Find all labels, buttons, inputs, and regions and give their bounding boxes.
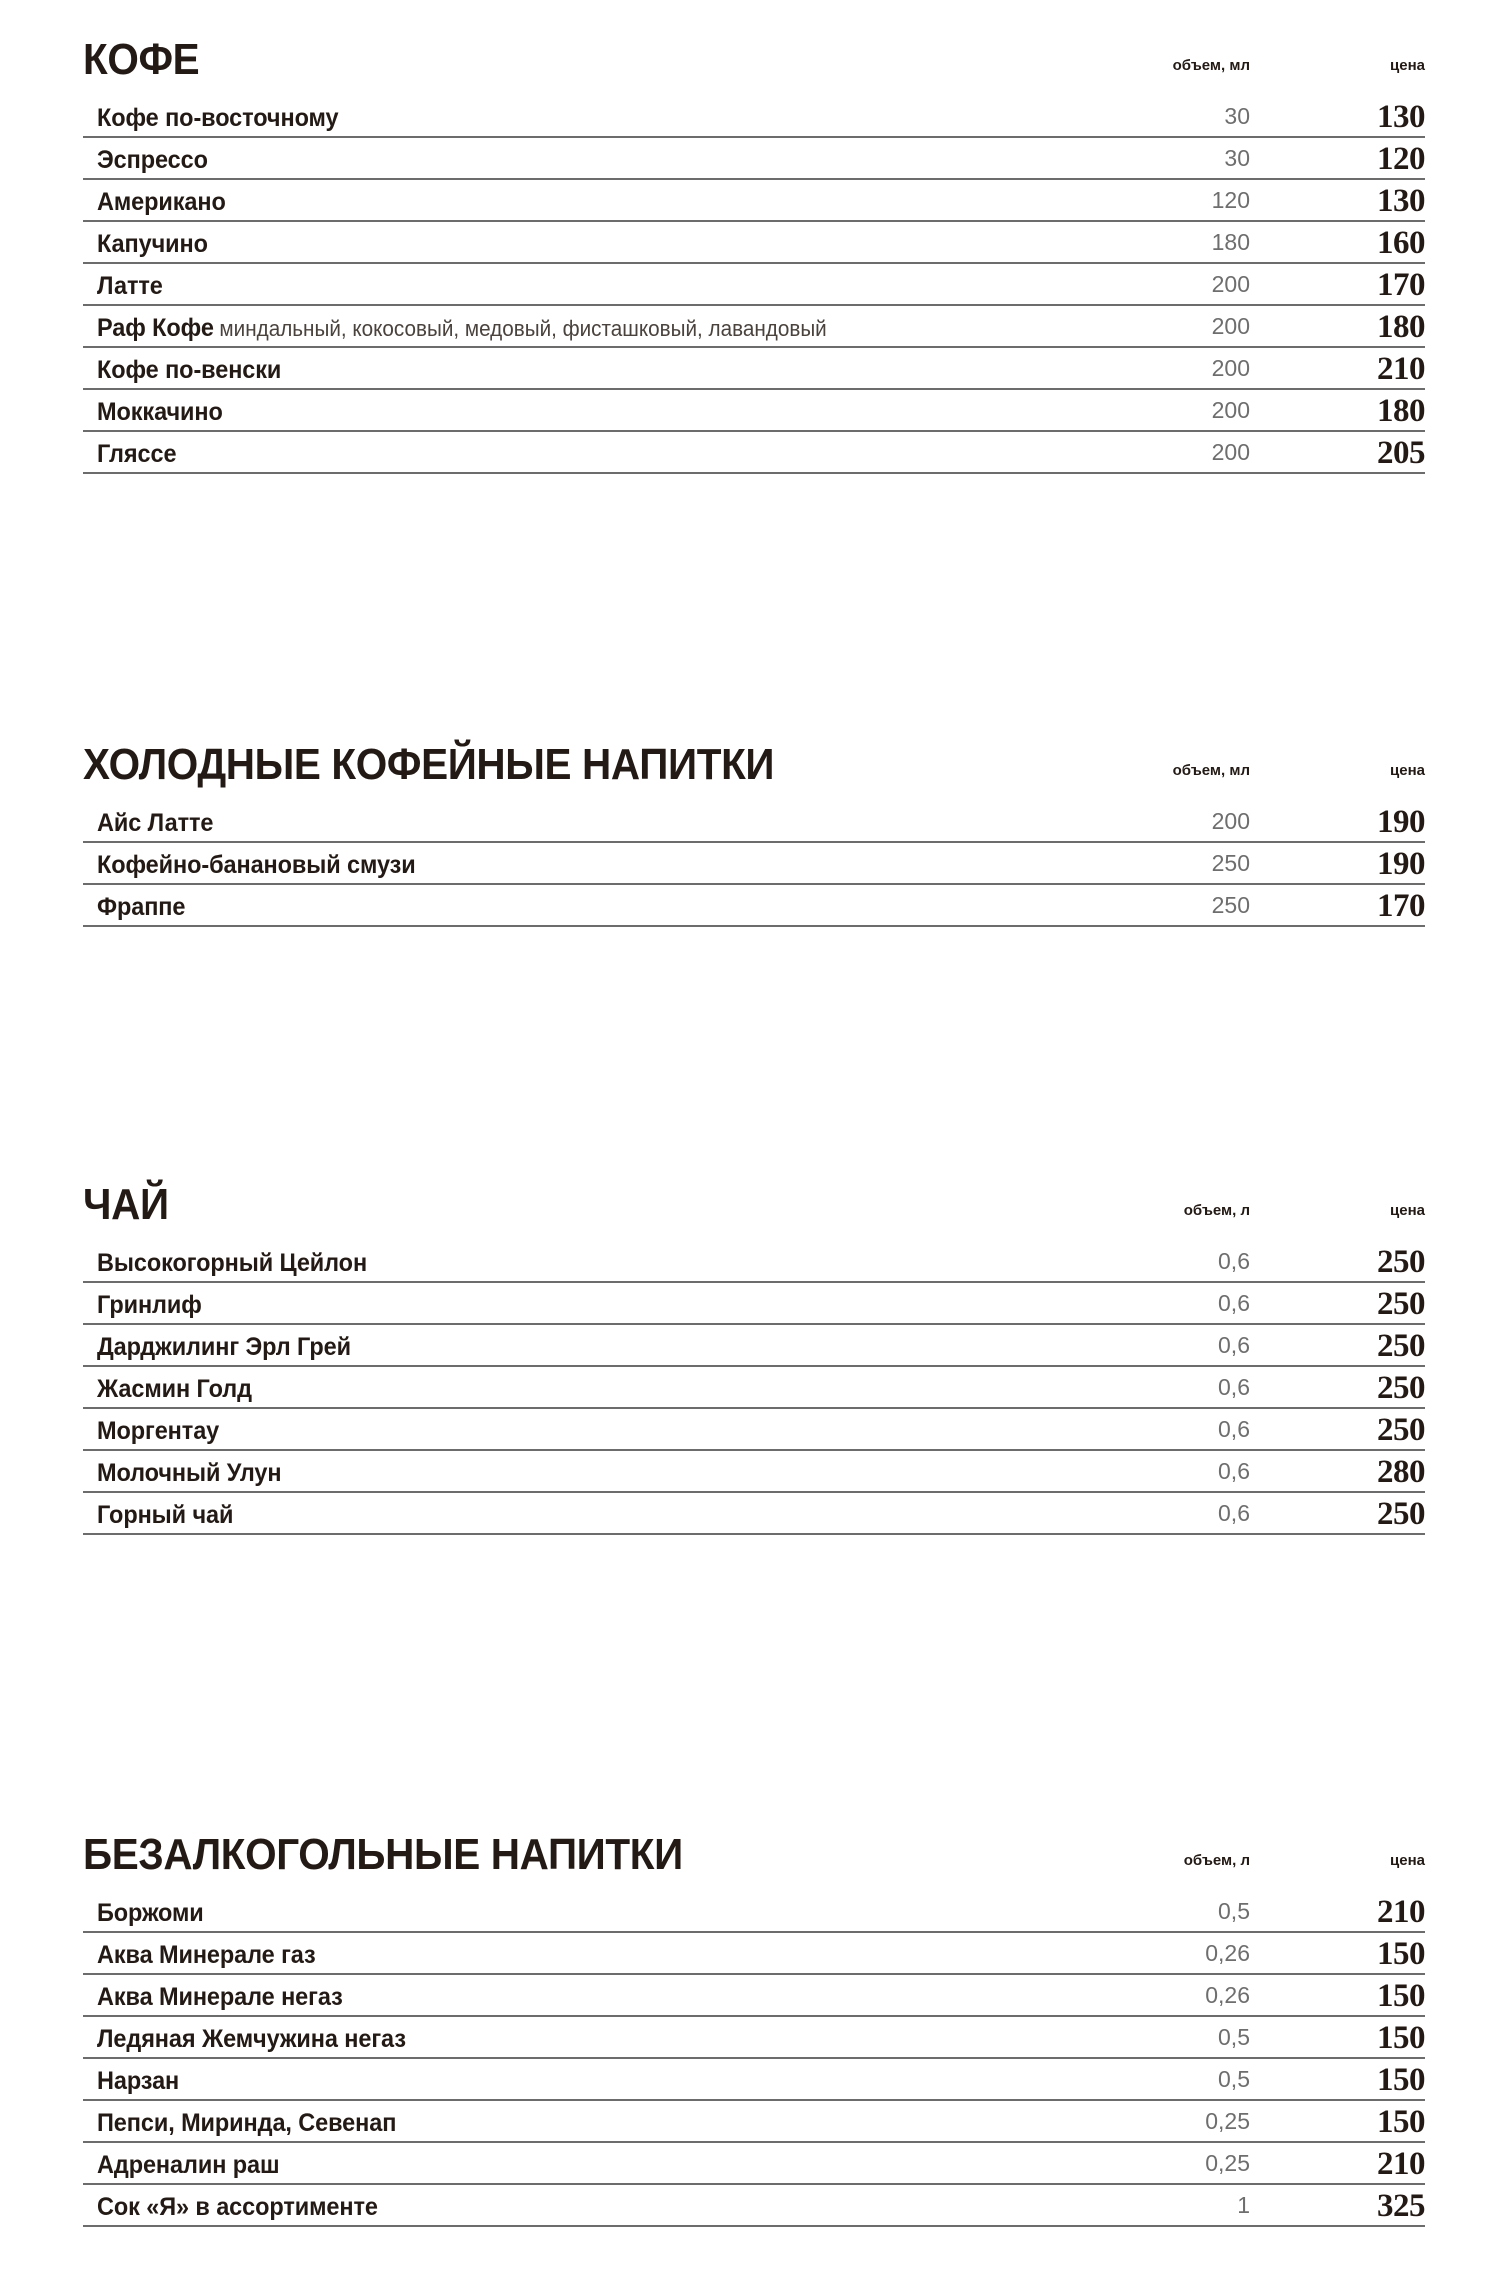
menu-item-row [83, 1451, 1425, 1493]
section-title: КОФЕ [83, 35, 200, 84]
section-header-coffee [0, 20, 1490, 82]
menu-item-name [97, 1461, 281, 1486]
menu-item-price: 250 [1377, 1244, 1425, 1280]
menu-item-name [97, 442, 176, 467]
menu-item-name-text: Американо [97, 188, 226, 216]
menu-item-name [97, 2153, 279, 2178]
menu-item-price: 150 [1377, 1978, 1425, 2014]
menu-item-name [97, 1503, 233, 1528]
menu-item-price: 150 [1377, 2062, 1425, 2098]
menu-item-name [97, 2027, 406, 2052]
menu-item-name-text: Гляссе [97, 440, 177, 468]
menu-item-price: 210 [1377, 1894, 1425, 1930]
section-header-cold-coffee [0, 725, 1490, 787]
menu-item-volume: 0,6 [1218, 1374, 1250, 1400]
menu-item-volume: 120 [1211, 187, 1250, 213]
menu-item-list [0, 1891, 1490, 2227]
menu-item-name [97, 358, 281, 383]
menu-item-price: 250 [1377, 1496, 1425, 1532]
menu-item-row [83, 96, 1425, 138]
menu-item-description: миндальный, кокосовый, медовый, фисташковый, лавандовый [219, 316, 827, 341]
column-header-volume: объем, л [1183, 1202, 1250, 1219]
menu-item-name [97, 400, 223, 425]
menu-item-row [83, 390, 1425, 432]
menu-item-name [97, 895, 185, 920]
menu-item-volume: 0,25 [1205, 2150, 1250, 2176]
section-title: БЕЗАЛКОГОЛЬНЫЕ НАПИТКИ [83, 1830, 683, 1879]
menu-item-price: 150 [1377, 2104, 1425, 2140]
menu-item-name-text: Дарджилинг Эрл Грей [97, 1333, 351, 1361]
menu-section-soft-drinks [0, 1815, 1490, 2227]
menu-item-row [83, 1891, 1425, 1933]
menu-item-row [83, 306, 1425, 348]
menu-item-name-text: Горный чай [97, 1501, 234, 1529]
menu-item-volume: 200 [1211, 313, 1250, 339]
menu-item-name-text: Ледяная Жемчужина негаз [97, 2025, 406, 2053]
menu-item-volume: 0,6 [1218, 1416, 1250, 1442]
menu-item-name [97, 1943, 316, 1968]
menu-item-volume: 0,5 [1218, 1898, 1250, 1924]
menu-item-row [83, 1283, 1425, 1325]
menu-section-tea [0, 1165, 1490, 1535]
menu-item-price: 190 [1377, 804, 1425, 840]
menu-item-row [83, 885, 1425, 927]
menu-item-row [83, 1975, 1425, 2017]
column-header-price: цена [1390, 1202, 1425, 1219]
menu-item-row [83, 2143, 1425, 2185]
menu-item-price: 150 [1377, 1936, 1425, 1972]
menu-item-row [83, 2059, 1425, 2101]
menu-item-list [0, 1241, 1490, 1535]
menu-item-row [83, 138, 1425, 180]
menu-item-price: 250 [1377, 1370, 1425, 1406]
menu-item-name-text: Айс Латте [97, 809, 214, 837]
menu-item-name [97, 1335, 351, 1360]
menu-item-volume: 0,26 [1205, 1940, 1250, 1966]
menu-item-name-text: Раф Кофе [97, 314, 214, 342]
menu-item-volume: 250 [1211, 850, 1250, 876]
menu-section-cold-coffee [0, 725, 1490, 927]
menu-item-name-text: Латте [97, 272, 163, 300]
menu-item-price: 130 [1377, 99, 1425, 135]
menu-item-name [97, 1901, 204, 1926]
column-header-volume: объем, мл [1172, 57, 1250, 74]
menu-item-price: 150 [1377, 2020, 1425, 2056]
menu-item-price: 120 [1377, 141, 1425, 177]
section-title: ЧАЙ [83, 1180, 169, 1229]
menu-item-row [83, 2017, 1425, 2059]
menu-item-row [83, 801, 1425, 843]
menu-item-price: 210 [1377, 351, 1425, 387]
column-header-volume: объем, мл [1172, 762, 1250, 779]
menu-item-price: 190 [1377, 846, 1425, 882]
menu-section-coffee [0, 20, 1490, 474]
menu-item-price: 280 [1377, 1454, 1425, 1490]
menu-item-row [83, 432, 1425, 474]
menu-item-name-text: Кофе по-восточному [97, 104, 339, 132]
menu-item-volume: 1 [1237, 2192, 1250, 2218]
menu-item-price: 250 [1377, 1328, 1425, 1364]
menu-item-price: 170 [1377, 267, 1425, 303]
menu-item-volume: 200 [1211, 397, 1250, 423]
menu-item-row [83, 1241, 1425, 1283]
menu-item-price: 325 [1377, 2188, 1425, 2224]
menu-item-row [83, 1367, 1425, 1409]
menu-item-name [97, 811, 213, 836]
menu-item-volume: 0,26 [1205, 1982, 1250, 2008]
menu-item-price: 210 [1377, 2146, 1425, 2182]
menu-item-row [83, 264, 1425, 306]
menu-item-volume: 200 [1211, 271, 1250, 297]
menu-item-price: 180 [1377, 393, 1425, 429]
menu-item-name-text: Кофе по-венски [97, 356, 282, 384]
menu-item-volume: 0,5 [1218, 2066, 1250, 2092]
menu-item-name-text: Аква Минерале негаз [97, 1983, 343, 2011]
menu-item-name [97, 190, 226, 215]
menu-item-row [83, 222, 1425, 264]
menu-item-name-text: Капучино [97, 230, 208, 258]
menu-item-name-text: Моккачино [97, 398, 223, 426]
menu-item-volume: 0,6 [1218, 1500, 1250, 1526]
menu-item-name [97, 1985, 343, 2010]
menu-item-name-text: Адреналин раш [97, 2151, 280, 2179]
menu-item-name [97, 2195, 378, 2220]
menu-item-name [97, 316, 827, 341]
menu-item-name [97, 1419, 219, 1444]
menu-item-price: 130 [1377, 183, 1425, 219]
menu-item-row [83, 2101, 1425, 2143]
column-header-price: цена [1390, 1852, 1425, 1869]
menu-item-name [97, 1377, 252, 1402]
menu-item-row [83, 843, 1425, 885]
menu-item-name-text: Высокогорный Цейлон [97, 1249, 368, 1277]
menu-item-name [97, 2069, 179, 2094]
menu-item-name [97, 232, 208, 257]
menu-item-volume: 0,5 [1218, 2024, 1250, 2050]
section-header-tea [0, 1165, 1490, 1227]
menu-item-name-text: Боржоми [97, 1899, 204, 1927]
menu-item-price: 250 [1377, 1412, 1425, 1448]
menu-item-price: 170 [1377, 888, 1425, 924]
column-header-price: цена [1390, 762, 1425, 779]
menu-item-price: 160 [1377, 225, 1425, 261]
menu-item-volume: 0,25 [1205, 2108, 1250, 2134]
menu-item-name-text: Моргентау [97, 1417, 220, 1445]
menu-item-name [97, 106, 338, 131]
menu-item-volume: 0,6 [1218, 1332, 1250, 1358]
column-header-price: цена [1390, 57, 1425, 74]
menu-item-name [97, 2111, 396, 2136]
menu-item-volume: 180 [1211, 229, 1250, 255]
menu-item-name-text: Сок «Я» в ассортименте [97, 2193, 378, 2221]
menu-item-name-text: Кофейно-банановый смузи [97, 851, 416, 879]
menu-item-volume: 200 [1211, 808, 1250, 834]
menu-item-volume: 0,6 [1218, 1248, 1250, 1274]
menu-item-name [97, 274, 163, 299]
menu-item-name-text: Эспрессо [97, 146, 208, 174]
menu-item-name-text: Аква Минерале газ [97, 1941, 316, 1969]
section-title: ХОЛОДНЫЕ КОФЕЙНЫЕ НАПИТКИ [83, 740, 775, 789]
menu-item-name-text: Нарзан [97, 2067, 180, 2095]
menu-item-row [83, 1409, 1425, 1451]
menu-item-price: 250 [1377, 1286, 1425, 1322]
menu-item-volume: 0,6 [1218, 1458, 1250, 1484]
section-header-soft-drinks [0, 1815, 1490, 1877]
menu-item-volume: 30 [1224, 145, 1250, 171]
menu-item-list [0, 96, 1490, 474]
menu-item-volume: 250 [1211, 892, 1250, 918]
menu-item-list [0, 801, 1490, 927]
menu-item-name-text: Пепси, Миринда, Севенап [97, 2109, 397, 2137]
menu-item-volume: 200 [1211, 355, 1250, 381]
menu-item-row [83, 1493, 1425, 1535]
column-header-volume: объем, л [1183, 1852, 1250, 1869]
menu-item-name [97, 853, 416, 878]
menu-item-row [83, 180, 1425, 222]
menu-item-name [97, 1251, 367, 1276]
menu-item-name [97, 148, 208, 173]
menu-item-name-text: Жасмин Голд [97, 1375, 252, 1403]
menu-item-name-text: Гринлиф [97, 1291, 202, 1319]
menu-item-row [83, 1933, 1425, 1975]
menu-item-volume: 200 [1211, 439, 1250, 465]
menu-item-price: 180 [1377, 309, 1425, 345]
menu-item-name-text: Фраппе [97, 893, 186, 921]
menu-item-price: 205 [1377, 435, 1425, 471]
menu-item-row [83, 1325, 1425, 1367]
menu-item-name [97, 1293, 202, 1318]
menu-item-row [83, 2185, 1425, 2227]
menu-item-row [83, 348, 1425, 390]
menu-item-name-text: Молочный Улун [97, 1459, 282, 1487]
menu-item-volume: 0,6 [1218, 1290, 1250, 1316]
menu-item-volume: 30 [1224, 103, 1250, 129]
